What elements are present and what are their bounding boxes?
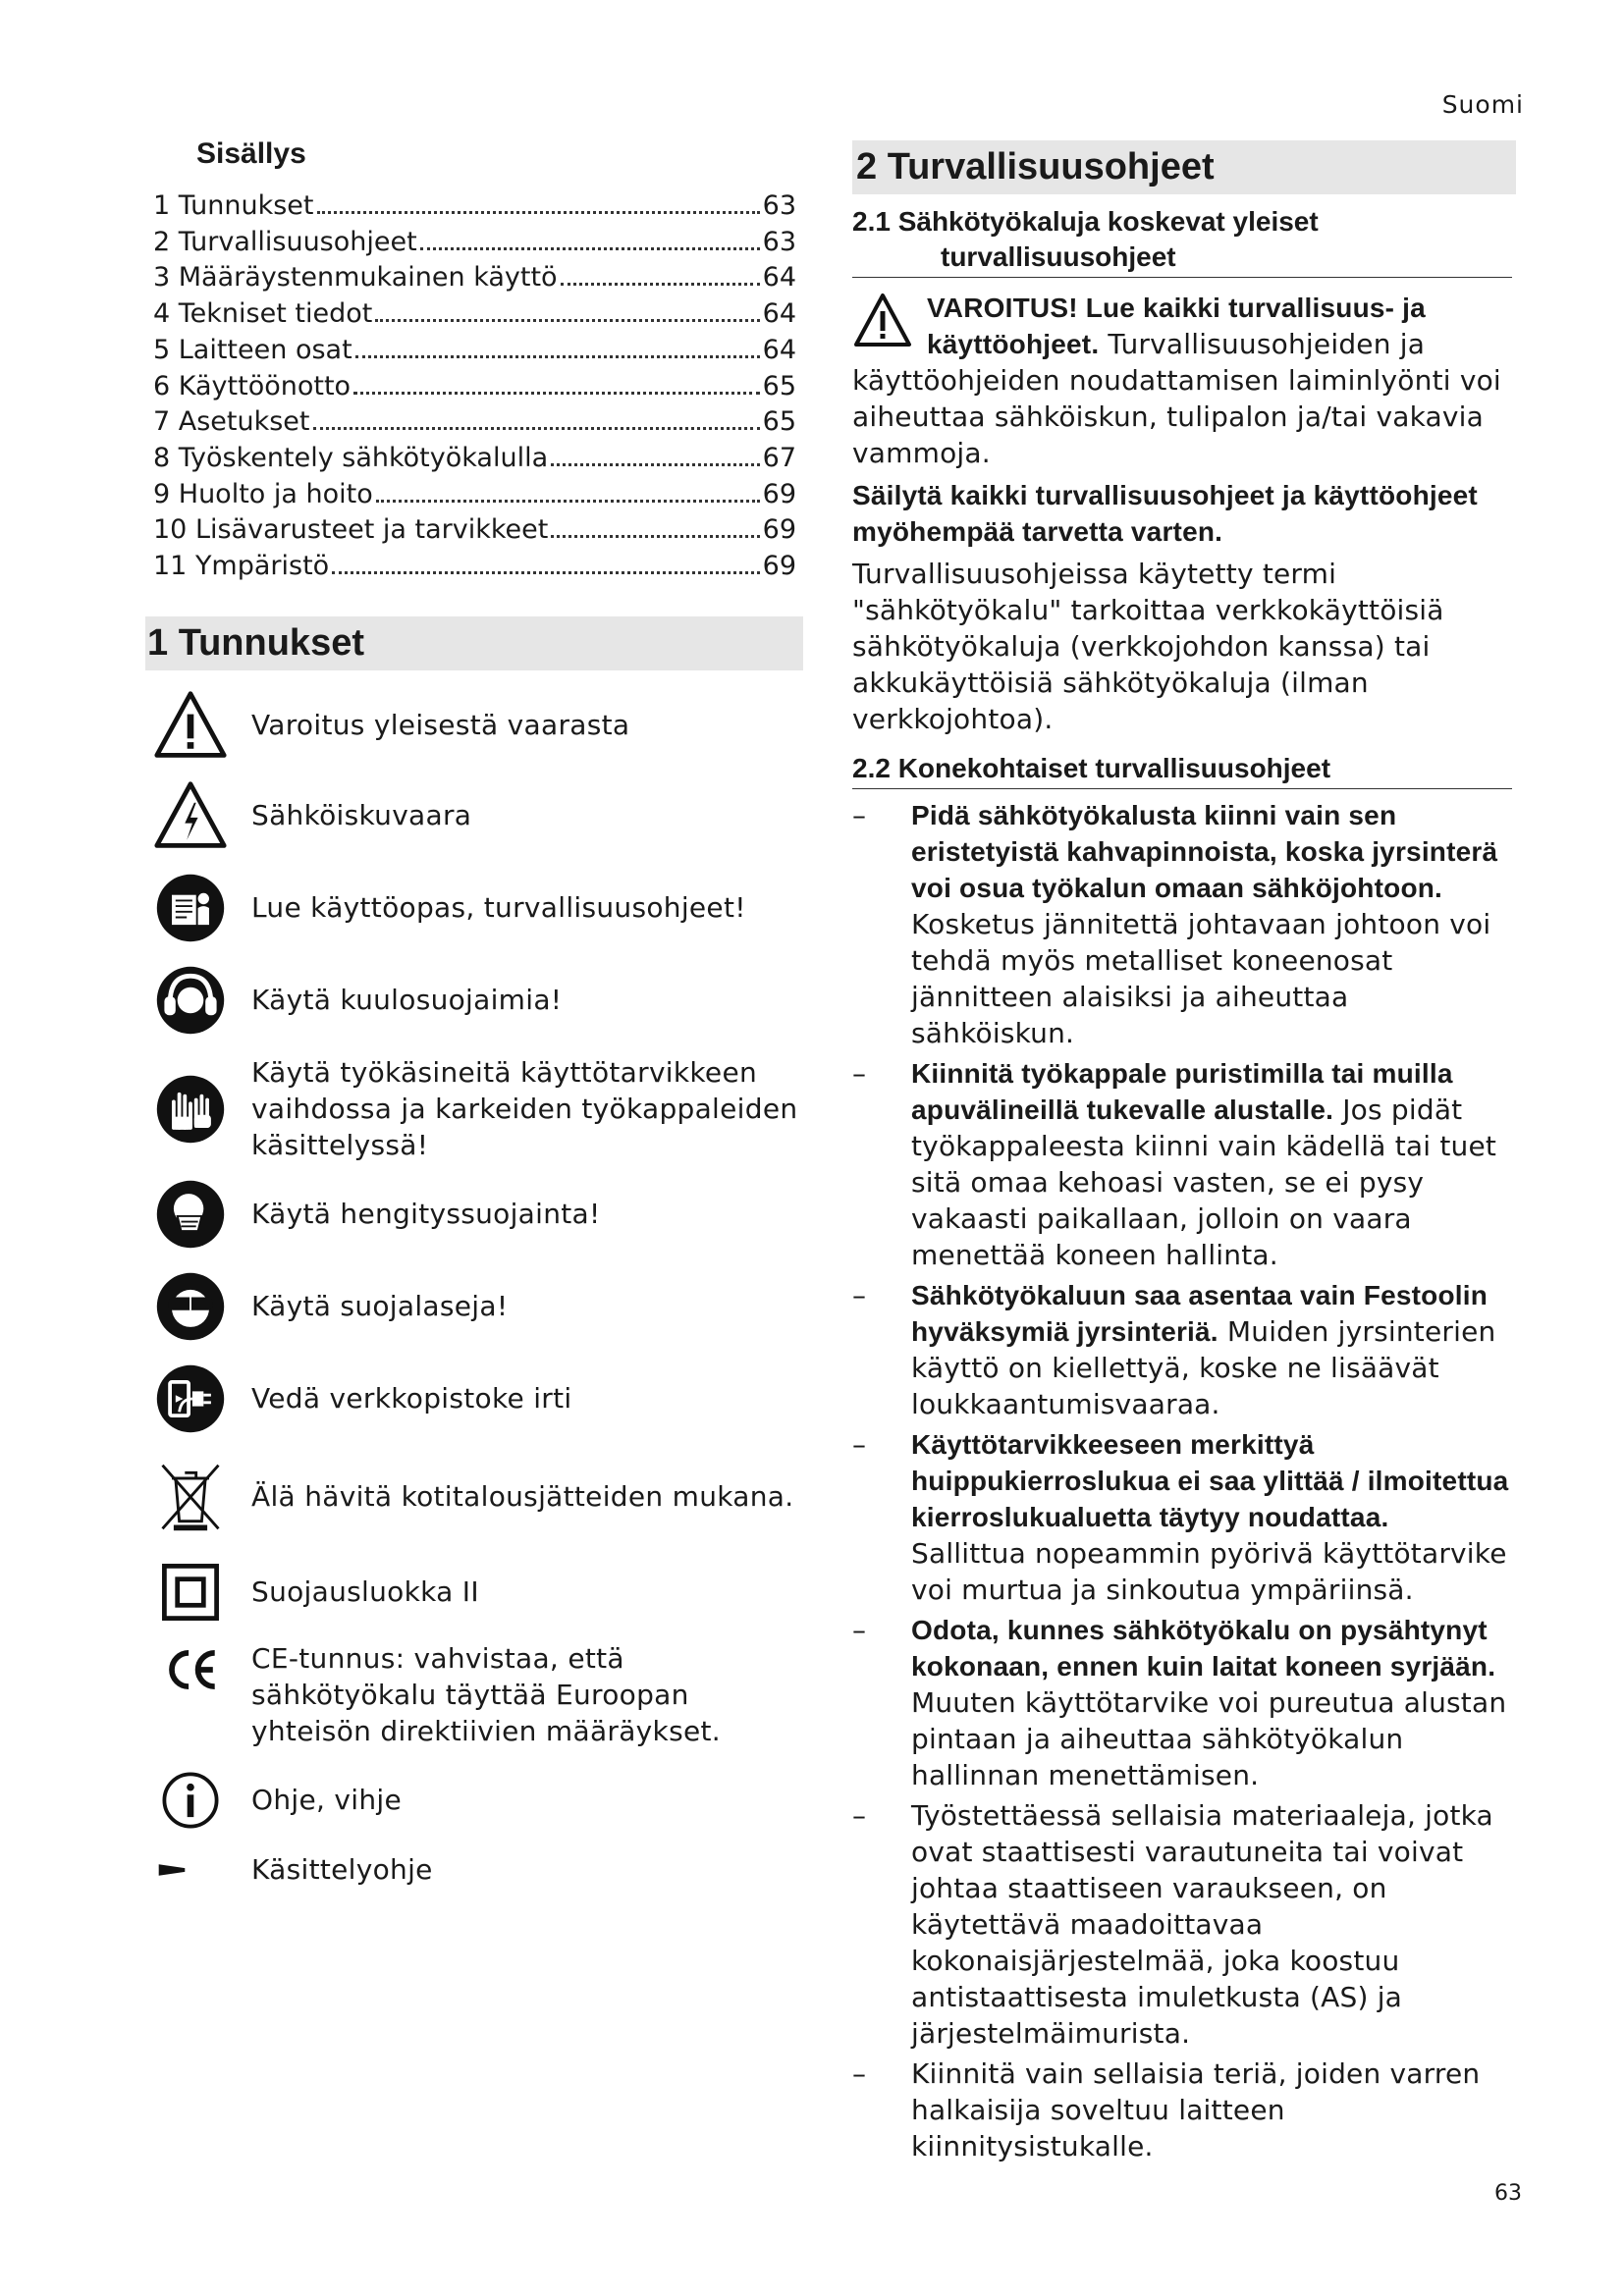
toc-item-label: 4 Tekniset tiedot [153, 298, 373, 330]
symbol-text: Suojausluokka II [251, 1575, 479, 1609]
page-number: 63 [1494, 2181, 1522, 2206]
unplug-icon [151, 1360, 230, 1438]
toc-item[interactable] [153, 225, 796, 261]
list-item: – Sähkötyökaluun saa asentaa vain Festoolin hyväksymiä jyrsinteriä. Muiden jyrsinterien käyttö on kiellettyä, koske ne lisäävät loukkaantumisvaaraa. [852, 1279, 1496, 1420]
toc-item[interactable] [153, 549, 796, 585]
toc-item-label: 1 Tunnukset [153, 190, 314, 221]
safety-list [852, 797, 1512, 2164]
symbol-row [147, 1454, 805, 1540]
symbol-text: Käytä hengityssuojainta! [251, 1198, 601, 1231]
symbol-row [147, 1177, 805, 1252]
warning-paragraph [852, 290, 1512, 471]
symbol-text: Lue käyttöopas, turvallisuusohjeet! [251, 891, 746, 925]
symbol-text: Käytä työkäsineitä käyttötarvikkeen vaihdossa ja karkeiden työkappaleiden käsittelyssä! [251, 1056, 798, 1162]
section-2-heading: 2 Turvallisuusohjeet [852, 140, 1516, 194]
symbol-row [147, 1766, 805, 1835]
section-1-heading: 1 Tunnukset [145, 616, 803, 670]
warning-triangle-icon [151, 686, 230, 765]
toc-dots [332, 571, 759, 574]
toc-item-label: 6 Käyttöönotto [153, 370, 352, 401]
toc-item-page: 67 [762, 442, 796, 473]
list-item: – Odota, kunnes sähkötyökalu on pysähtynyt kokonaan, ennen kuin laitat koneen syrjään. Muuten käyttötarvike voi pureutua alustan pintaan ja aiheuttaa sähkötyökalun hallinnan menettämisen. [852, 1614, 1507, 1791]
toc-item[interactable] [153, 441, 796, 477]
symbol-text: Ohje, vihje [251, 1784, 402, 1817]
subsection-2-1-title-line2: turvallisuusohjeet [941, 241, 1176, 272]
symbol-row [147, 1841, 805, 1899]
symbol-row [147, 692, 805, 759]
toc-item-label: 10 Lisävarusteet ja tarvikkeet [153, 514, 549, 546]
toc-dots [355, 355, 760, 358]
list-item-bold: Kiinnitä työkappale puristimilla tai muilla apuvälineillä tukevalle alustalle. [911, 1058, 1453, 1125]
crossed-bin-icon [151, 1458, 230, 1536]
list-item-bold: Pidä sähkötyökalusta kiinni vain sen eristetyistä kahvapinnoista, koska jyrsinterä voi osua työkalun omaan sähköjohtoon. [911, 800, 1498, 903]
toc-item-label: 11 Ympäristö [153, 551, 330, 582]
subsection-2-2-heading: 2.2 Konekohtaiset turvallisuusohjeet [852, 751, 1512, 789]
subsection-2-1-heading [852, 204, 1512, 278]
list-item: – Kiinnitä työkappale puristimilla tai muilla apuvälineillä tukevalle alustalle. Jos pidät työkappaleesta kiinni vain kädellä tai tuet sitä omaa kehoasi vasten, se ei pysy vakaasti paikallaan, jolloin on vaara menettää koneen hallinta. [852, 1057, 1497, 1271]
list-item-text: Muiden jyrsinterien käyttö on kiellettyä, koske ne lisäävät loukkaantumisvaaraa. [911, 1315, 1496, 1420]
symbol-text: Käsittelyohje [251, 1853, 433, 1887]
symbol-text: Käytä kuulosuojaimia! [251, 984, 563, 1017]
list-item: – Työstettäessä sellaisia materiaaleja, jotka ovat staattisesti varautuneita tai voivat johtaa staattiseen varaukseen, on käytettävä maadoittavaa kokonaisjärjestelmää, joka koostuu antistaattisesta imuletkusta (AS) ja järjestelmäimurista. [852, 1799, 1493, 2050]
list-item: – Kiinnitä vain sellaisia teriä, joiden varren halkaisija soveltuu laitteen kiinnitysistukalle. [852, 2057, 1481, 2163]
toc-dots [551, 463, 760, 466]
symbol-row [147, 782, 805, 849]
protection-class-ii-icon [151, 1553, 230, 1631]
toc-item[interactable] [153, 333, 796, 369]
list-item-text: Sallittua nopeammin pyörivä käyttötarvike voi murtua ja sinkoutua ympäriinsä. [911, 1537, 1507, 1606]
toc-item-label: 2 Turvallisuusohjeet [153, 226, 417, 257]
arrow-icon [151, 1831, 230, 1909]
toc-item-page: 64 [762, 334, 796, 365]
toc-item[interactable] [153, 477, 796, 513]
toc-item-page: 64 [762, 298, 796, 330]
electric-shock-icon [151, 776, 230, 855]
toc-item-page: 69 [762, 514, 796, 546]
toc-item-page: 69 [762, 551, 796, 582]
toc-item[interactable] [153, 369, 796, 405]
toc-item[interactable] [153, 404, 796, 441]
toc-item-label: 7 Asetukset [153, 406, 310, 438]
ear-protection-icon [151, 961, 230, 1040]
toc-dots [420, 247, 760, 250]
toc-item-label: 5 Laitteen osat [153, 334, 352, 365]
toc-item[interactable] [153, 296, 796, 333]
toc-item-page: 63 [762, 190, 796, 221]
list-item-text: Kiinnitä vain sellaisia teriä, joiden varren halkaisija soveltuu laitteen kiinnitysistukalle. [911, 2057, 1481, 2163]
toc-item-page: 65 [762, 370, 796, 401]
list-item-bold: Käyttötarvikkeeseen merkittyä huippukierroslukua ei saa ylittää / ilmoitettua kierroslukualuetta täytyy noudattaa. [911, 1429, 1509, 1532]
list-item-text: Työstettäessä sellaisia materiaaleja, jotka ovat staattisesti varautuneita tai voivat johtaa staattiseen varaukseen, on käytettävä maadoittavaa kokonaisjärjestelmää, joka koostuu antistaattisesta imuletkusta (AS) ja järjestelmäimurista. [911, 1799, 1493, 2050]
list-item: – Pidä sähkötyökalusta kiinni vain sen eristetyistä kahvapinnoista, koska jyrsinterä voi osua työkalun omaan sähköjohtoon. Kosketus jännitettä johtavaan johtoon voi tehdä myös metalliset koneenosat jännitteen alaisiksi ja aiheuttaa sähköiskun. [852, 799, 1498, 1049]
term-definition-text: Turvallisuusohjeissa käytetty termi "sähkötyökalu" tarkoittaa verkkokäyttöisiä sähkötyökaluja (verkkojohdon kanssa) tai akkukäyttöisiä sähkötyökaluja (ilman verkkojohtoa). [852, 558, 1444, 735]
toc-item[interactable] [153, 260, 796, 296]
left-column [147, 137, 805, 1899]
warning-text: Turvallisuusohjeiden ja käyttöohjeiden noudattamisen laiminlyönti voi aiheuttaa sähköiskun, tulipalon ja/tai vakavia vammoja. [852, 328, 1501, 469]
toc-item-page: 65 [762, 406, 796, 438]
symbol-row [147, 1640, 805, 1752]
toc-item-label: 9 Huolto ja hoito [153, 478, 373, 509]
warning-triangle-icon [852, 292, 913, 348]
toc-dots [375, 319, 759, 322]
toc-item-label: 3 Määräystenmukainen käyttö [153, 262, 558, 294]
symbol-text: Varoitus yleisestä vaarasta [251, 709, 630, 742]
safety-glasses-icon [151, 1267, 230, 1346]
list-item-bold: Odota, kunnes sähkötyökalu on pysähtynyt kokonaan, ennen kuin laitat koneen syrjään. [911, 1615, 1496, 1682]
symbol-row [147, 1269, 805, 1344]
ce-mark-icon [151, 1640, 230, 1699]
toc-dots [561, 283, 760, 286]
list-item-text: Muuten käyttötarvike voi pureutua alustan pintaan ja aiheuttaa sähkötyökalun hallinnan menettämisen. [911, 1686, 1507, 1791]
toc-title: Sisällys [196, 137, 306, 170]
warning-title: VAROITUS! Lue kaikki turvallisuus- ja käyttöohjeet. [927, 293, 1426, 359]
toc-item[interactable] [153, 188, 796, 225]
toc-item-page: 64 [762, 262, 796, 294]
info-icon [151, 1761, 230, 1840]
symbol-row [147, 1362, 805, 1436]
language-label: Suomi [1441, 90, 1524, 119]
toc-item-page: 69 [762, 478, 796, 509]
table-of-contents [147, 188, 805, 585]
list-item: – Käyttötarvikkeeseen merkittyä huippukierroslukua ei saa ylittää / ilmoitettua kierroslukualuetta täytyy noudattaa. Sallittua nopeammin pyörivä käyttötarvike voi murtua ja sinkoutua ympäriinsä. [852, 1428, 1509, 1606]
toc-dots [317, 211, 760, 214]
symbol-row [147, 871, 805, 945]
symbol-text: Käytä suojalaseja! [251, 1290, 509, 1323]
toc-dots [353, 392, 760, 395]
toc-item[interactable] [153, 512, 796, 549]
subsection-2-1-title-line1: 2.1 Sähkötyökaluja koskevat yleiset [852, 206, 1319, 237]
symbol-text: Sähköiskuvaara [251, 799, 472, 832]
keep-instructions-text: Säilytä kaikki turvallisuusohjeet ja käyttöohjeet myöhempää tarvetta varten. [852, 480, 1478, 547]
symbol-row [147, 963, 805, 1038]
right-column [852, 140, 1512, 2168]
list-item-text: Jos pidät työkappaleesta kiinni vain kädellä tai tuet sitä omaa kehoasi vasten, se ei pysy vakaasti paikallaan, jolloin on vaara menettää koneen hallinta. [911, 1094, 1497, 1271]
respirator-icon [151, 1175, 230, 1254]
toc-dots [551, 535, 759, 538]
toc-dots [376, 500, 760, 503]
toc-dots [313, 427, 760, 430]
gloves-icon [151, 1070, 230, 1148]
symbol-text: Vedä verkkopistoke irti [251, 1382, 572, 1415]
symbol-row [147, 1053, 805, 1165]
toc-item-page: 63 [762, 226, 796, 257]
toc-item-label: 8 Työskentely sähkötyökalulla [153, 442, 549, 473]
symbol-list [147, 692, 805, 1899]
list-item-text: Kosketus jännitettä johtavaan johtoon voi tehdä myös metalliset koneenosat jännitteen alaisiksi ja aiheuttaa sähköiskun. [911, 908, 1491, 1049]
symbol-text: Älä hävitä kotitalousjätteiden mukana. [251, 1480, 794, 1514]
symbol-row [147, 1558, 805, 1627]
symbol-text: CE-tunnus: vahvistaa, että sähkötyökalu täyttää Euroopan yhteisön direktiivien määräykset. [251, 1641, 721, 1747]
read-manual-icon [151, 869, 230, 947]
list-item-bold: Sähkötyökaluun saa asentaa vain Festoolin hyväksymiä jyrsinteriä. [911, 1280, 1489, 1347]
